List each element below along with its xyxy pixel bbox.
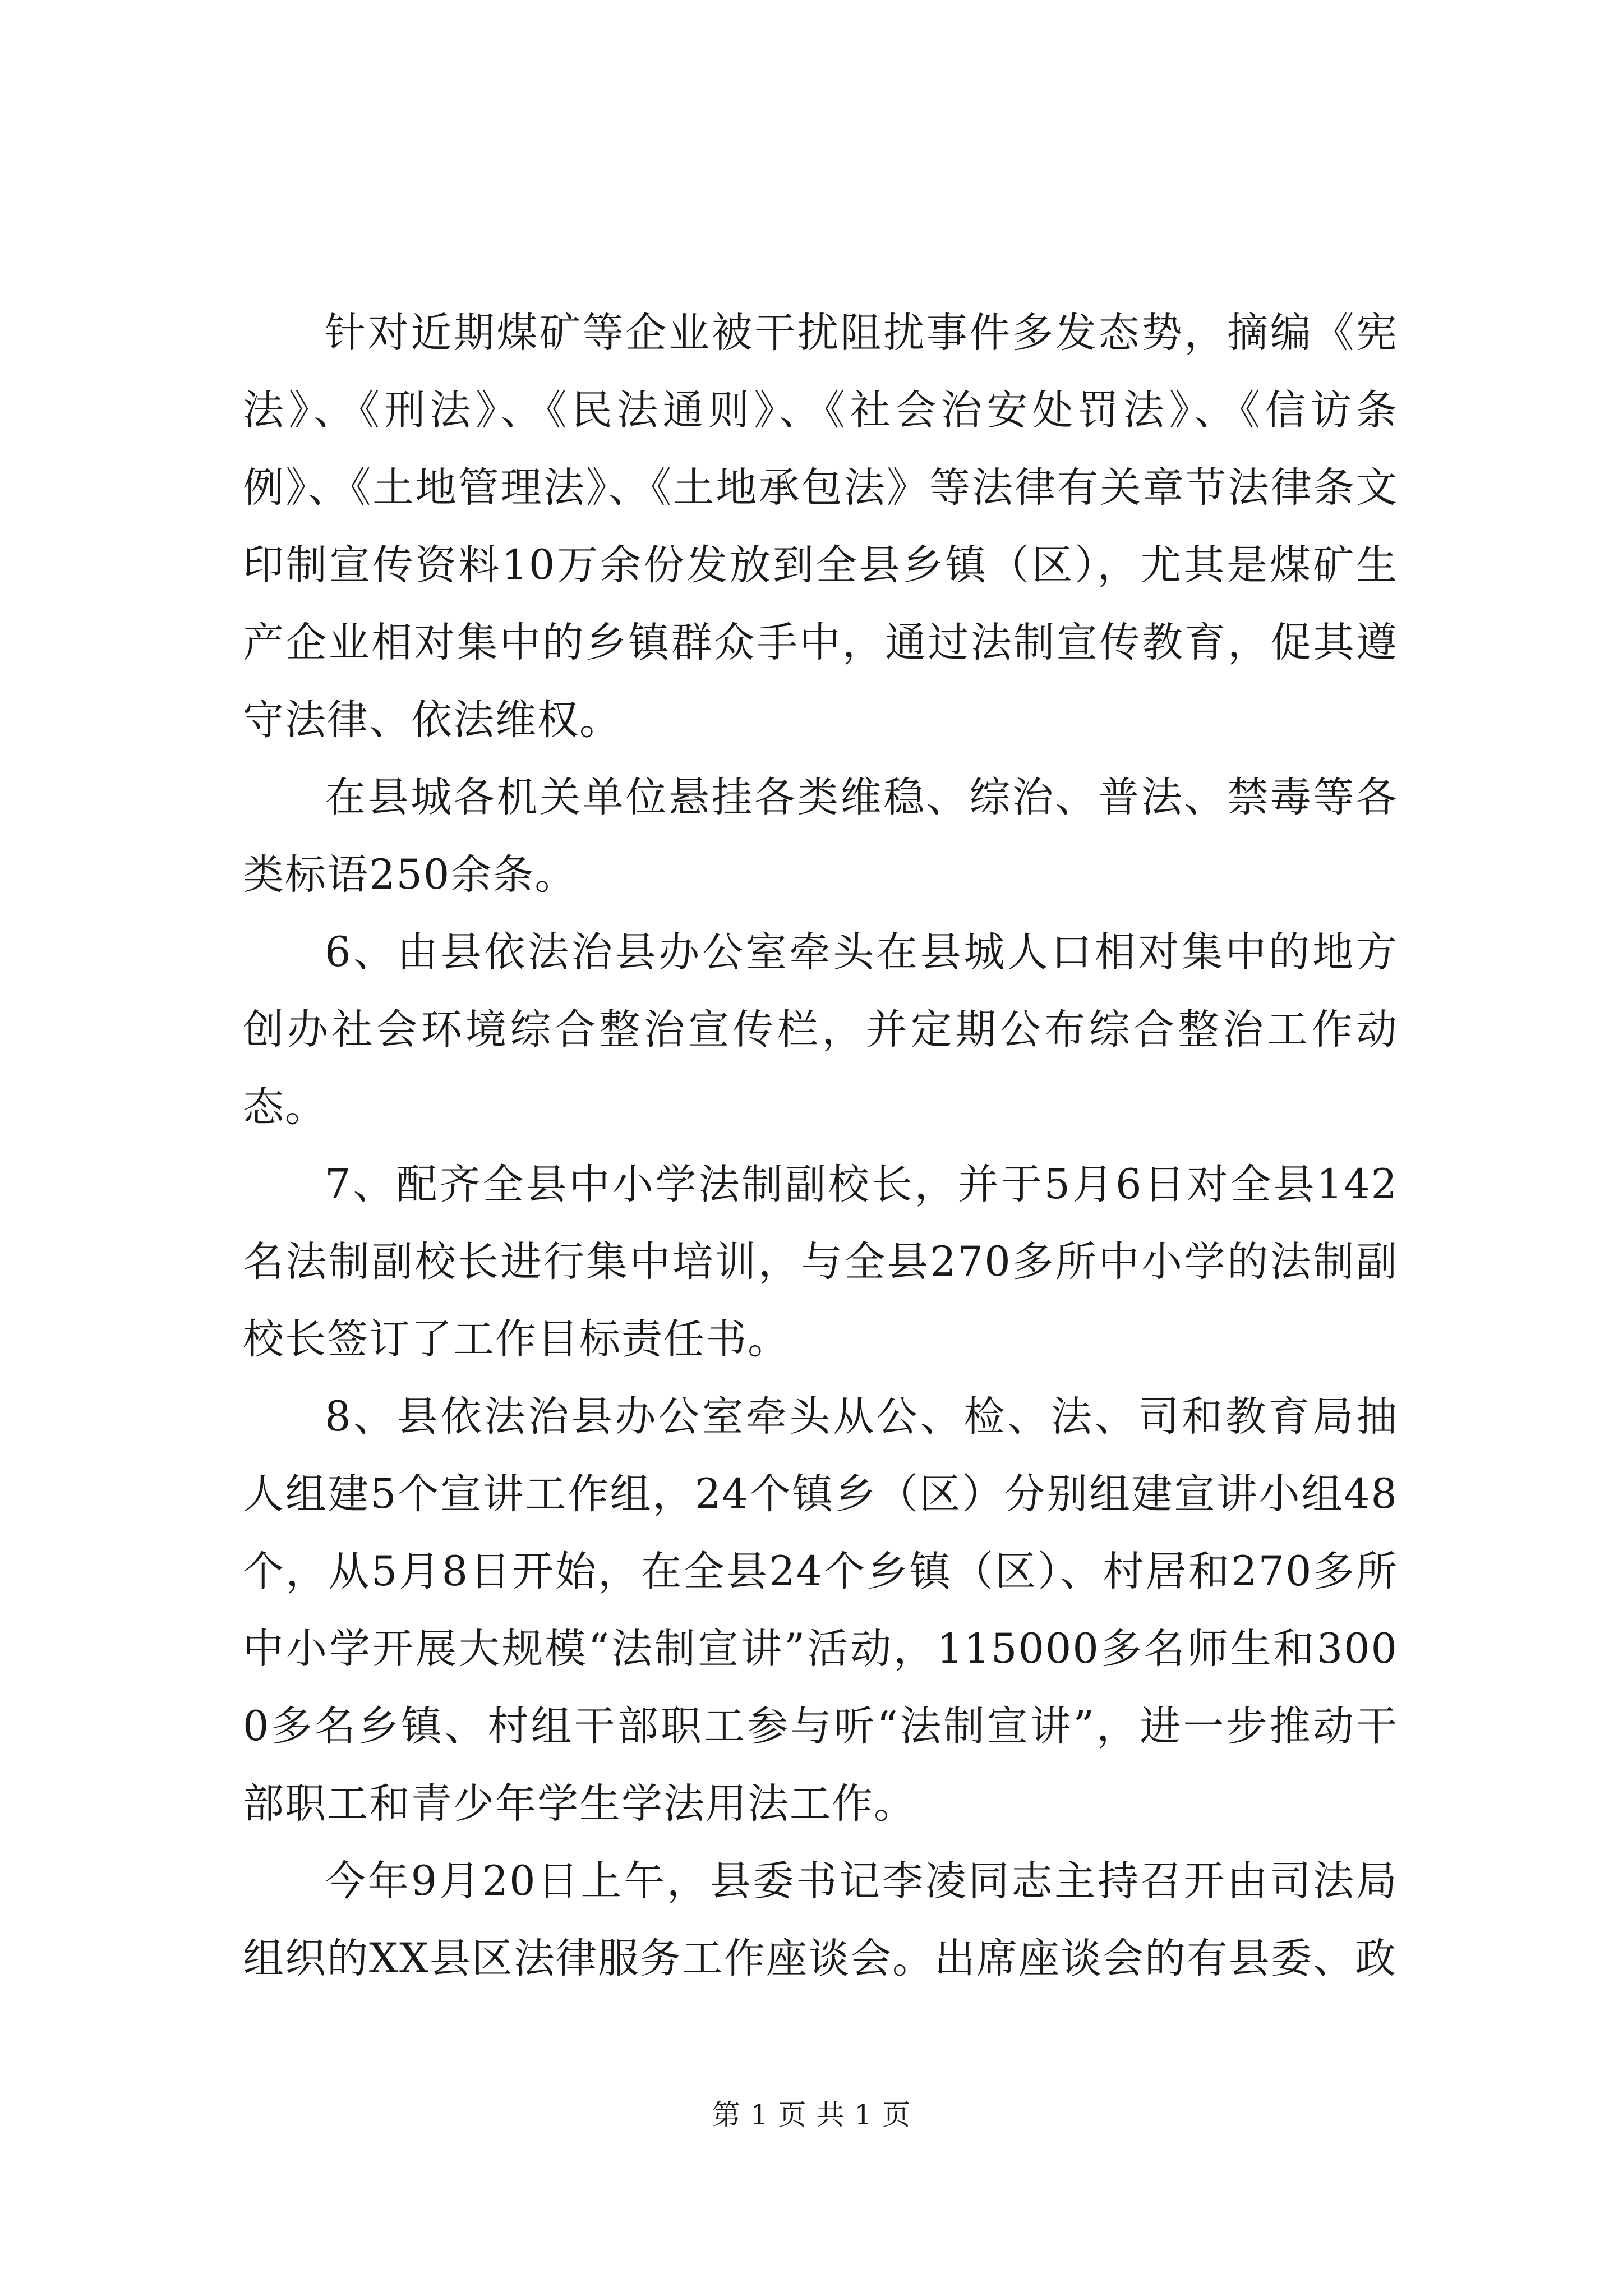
- paragraph-item-8: 8、县依法治县办公室牵头从公、检、法、司和教育局抽人组建5个宣讲工作组，24个镇乡（区）分别组建宣讲小组48个，从5月8日开始，在全县24个乡镇（区）、村居和270多所中小学开展大规模“法制宣讲”活动，115000多名师生和3000多名乡镇、村组干部职工参与听“法制宣讲”，进一步推动干部职工和青少年学生学法用法工作。: [243, 1393, 1398, 1828]
- page-footer: 第 1 页 共 1 页: [712, 2099, 911, 2131]
- paragraph-law-materials: 针对近期煤矿等企业被干扰阻扰事件多发态势，摘编《宪法》、《刑法》、《民法通则》、《社会治安处罚法》、《信访条例》、《土地管理法》、《土地承包法》等法律有关章节法律条文印制宣传资料10万余份发放到全县乡镇（区），尤其是煤矿生产企业相对集中的乡镇群众手中，通过法制宣传教育，促其遵守法律、依法维权。: [243, 309, 1398, 744]
- paragraph-slogans: 在县城各机关单位悬挂各类维稳、综治、普法、禁毒等各类标语250余条。: [243, 774, 1398, 899]
- paragraph-item-6: 6、由县依法治县办公室牵头在县城人口相对集中的地方创办社会环境综合整治宣传栏，并定期公布综合整治工作动态。: [243, 928, 1398, 1131]
- paragraph-symposium: 今年9月20日上午，县委书记李凌同志主持召开由司法局组织的XX县区法律服务工作座谈会。出席座谈会的有县委、政: [243, 1857, 1398, 1982]
- paragraph-item-7: 7、配齐全县中小学法制副校长，并于5月6日对全县142名法制副校长进行集中培训，与全县270多所中小学的法制副校长签订了工作目标责任书。: [243, 1161, 1398, 1363]
- document-body: [243, 295, 1398, 1998]
